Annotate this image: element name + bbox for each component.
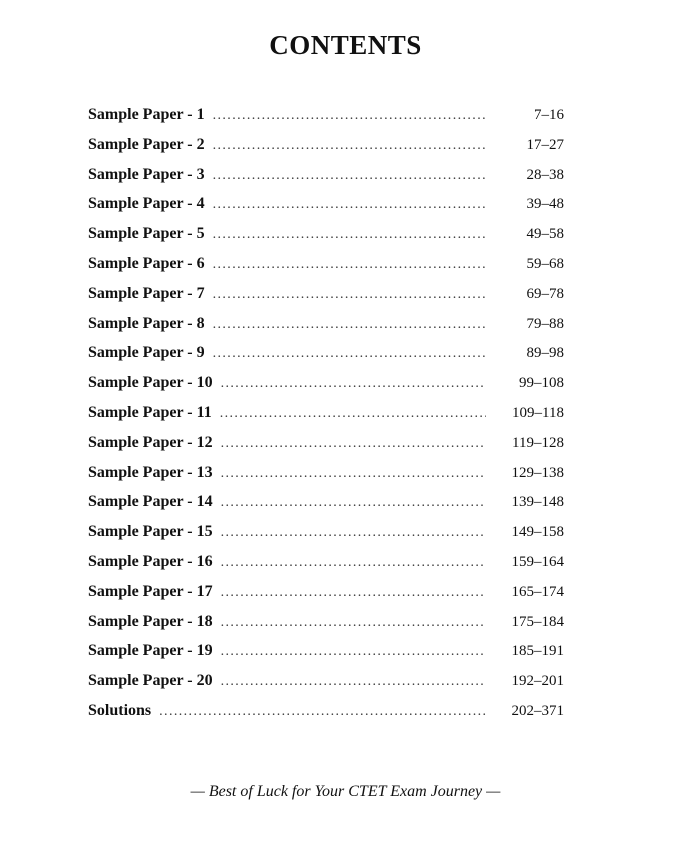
toc-entry-pages: 119–128 [512, 434, 564, 451]
table-of-contents [88, 106, 564, 732]
toc-entry[interactable] [88, 195, 564, 225]
toc-entry-pages: 192–201 [511, 673, 564, 690]
toc-entry-pages: 17–27 [526, 136, 564, 153]
dot-leader [213, 168, 486, 184]
toc-entry-pages: 175–184 [511, 613, 564, 630]
toc-entry-pages: 109–118 [512, 404, 564, 421]
toc-entry[interactable] [88, 464, 564, 494]
dot-leader [221, 376, 486, 392]
toc-entry[interactable] [88, 404, 564, 434]
toc-entry[interactable] [88, 255, 564, 285]
toc-entry-label: Sample Paper - 5 [88, 225, 205, 243]
dot-leader [220, 406, 486, 422]
toc-entry-label: Sample Paper - 2 [88, 135, 205, 153]
dot-leader [221, 436, 486, 452]
toc-entry-label: Sample Paper - 16 [88, 552, 213, 570]
dot-leader [213, 108, 486, 124]
toc-entry-label: Sample Paper - 15 [88, 523, 213, 541]
toc-entry-label: Sample Paper - 7 [88, 284, 205, 302]
toc-entry-pages: 49–58 [526, 226, 564, 243]
toc-entry-pages: 139–148 [511, 494, 564, 511]
toc-entry[interactable] [88, 613, 564, 643]
dot-leader [213, 346, 486, 362]
toc-entry-label: Sample Paper - 17 [88, 582, 213, 600]
toc-entry-pages: 202–371 [511, 702, 564, 719]
toc-entry-label: Sample Paper - 20 [88, 672, 213, 690]
page-title: CONTENTS [269, 30, 422, 60]
toc-entry[interactable] [88, 344, 564, 374]
dot-leader [221, 674, 486, 690]
toc-entry-label: Sample Paper - 18 [88, 612, 213, 630]
toc-entry[interactable] [88, 672, 564, 702]
dot-leader [213, 257, 486, 273]
dot-leader [213, 287, 486, 303]
toc-entry-pages: 7–16 [534, 107, 564, 123]
toc-entry-label: Sample Paper - 9 [88, 344, 205, 362]
toc-entry-pages: 79–88 [526, 315, 564, 332]
toc-entry-pages: 39–48 [526, 196, 564, 213]
toc-entry[interactable] [88, 106, 564, 136]
toc-entry-pages: 129–138 [511, 464, 564, 481]
dot-leader [221, 644, 486, 660]
dot-leader [213, 317, 486, 333]
dot-leader [159, 704, 486, 720]
toc-entry[interactable] [88, 434, 564, 464]
toc-entry-pages: 185–191 [511, 643, 564, 660]
dot-leader [221, 466, 486, 482]
toc-entry-pages: 149–158 [511, 524, 564, 541]
toc-entry[interactable] [88, 136, 564, 166]
toc-entry[interactable] [88, 166, 564, 196]
toc-entry[interactable] [88, 374, 564, 404]
toc-entry-pages: 28–38 [526, 166, 564, 183]
toc-entry[interactable] [88, 523, 564, 553]
dot-leader [221, 555, 486, 571]
toc-entry-label: Sample Paper - 10 [88, 374, 213, 392]
toc-entry[interactable] [88, 493, 564, 523]
toc-entry-label: Sample Paper - 6 [88, 254, 205, 272]
toc-entry-label: Sample Paper - 12 [88, 433, 213, 451]
toc-entry-label: Sample Paper - 3 [88, 165, 205, 183]
toc-entry-label: Solutions [88, 701, 152, 719]
toc-entry-pages: 165–174 [511, 583, 564, 600]
toc-entry-label: Sample Paper - 1 [88, 106, 205, 123]
toc-entry[interactable] [88, 315, 564, 345]
toc-entry-label: Sample Paper - 13 [88, 463, 213, 481]
toc-entry[interactable] [88, 285, 564, 315]
toc-entry[interactable] [88, 583, 564, 613]
toc-entry-label: Sample Paper - 19 [88, 642, 213, 660]
toc-entry-label: Sample Paper - 14 [88, 493, 213, 511]
toc-entry-pages: 99–108 [519, 375, 564, 392]
toc-entry-pages: 59–68 [526, 255, 564, 272]
dot-leader [213, 197, 486, 213]
dot-leader [221, 585, 486, 601]
toc-entry-label: Sample Paper - 4 [88, 195, 205, 213]
dot-leader [221, 495, 486, 511]
toc-entry-label: Sample Paper - 11 [88, 403, 212, 421]
toc-entry-pages: 89–98 [526, 345, 564, 362]
dot-leader [213, 138, 486, 154]
dot-leader [221, 525, 486, 541]
toc-entry-pages: 159–164 [511, 553, 564, 570]
toc-entry[interactable] [88, 702, 564, 732]
toc-entry-label: Sample Paper - 8 [88, 314, 205, 332]
toc-entry[interactable] [88, 642, 564, 672]
toc-entry-pages: 69–78 [526, 285, 564, 302]
toc-entry[interactable] [88, 553, 564, 583]
dot-leader [221, 615, 486, 631]
toc-entry[interactable] [88, 225, 564, 255]
footer-note: — Best of Luck for Your CTET Exam Journey — [190, 783, 501, 800]
dot-leader [213, 227, 486, 243]
